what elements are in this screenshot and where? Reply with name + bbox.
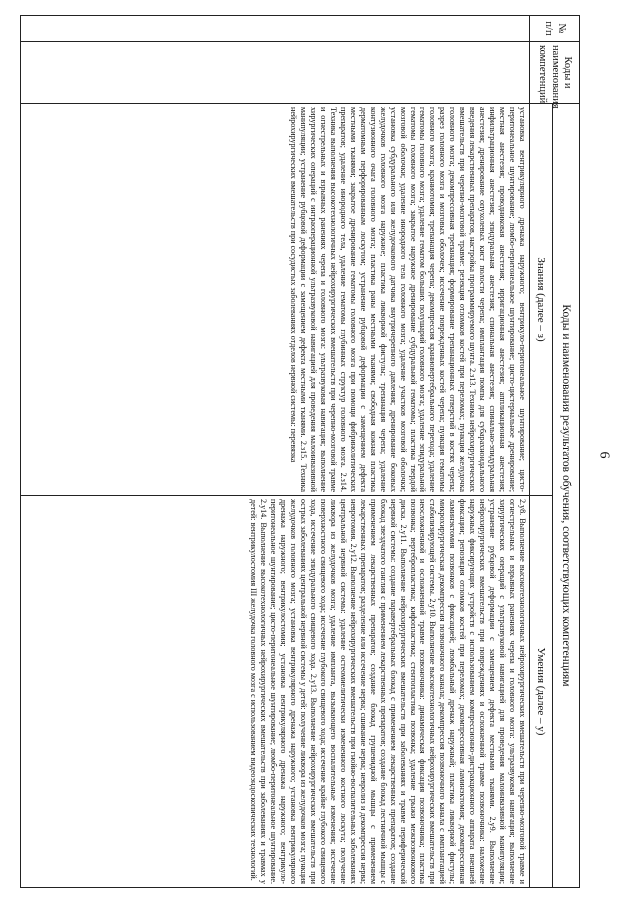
page-number: 6 xyxy=(596,451,612,459)
header-skills: Умения (далее – у) xyxy=(530,496,553,888)
knowledge-cell: установка вентрикулярного дренажа наружного; вентрикуло-перитонеальное шунтирование; цисто-перитонеальное шунтирование; люмбо-перитонеальное шунтирование; цисто-цистернальное дренирование; местная анестезия; проводниковая анестезия; ирригационная анестезия; аппликационная анестезия; инфильтрационная анестезия; эпидуральная анестезия; спинальная анестезия; спинально-эпидуральная анестезия; дренирование опухолевых кист полости черепа; имплантация помпы для субарахноидального введения лекарственных препаратов, настройка программируемого шунта. 2.з13. Техника нейрохирургических вмешательств при черепно-мозговой травме: резекция отломков костей при переломах; пункция желудочка головного мозга; декомпрессивная трепанация; формирование трепанационных отверстий в костях черепа; разрез головного мозга и мозговых оболочек; иссечение поврежденных костей черепа; пункция гематомы головного мозга; краниотомия; трепанация черепа; декомпрессия краниовертебрального перехода; удаление гематомы головного мозга; удаление гематом больших полушарий головного мозга; удаление эпидуральной гематомы головного мозга; закрытое наружное дренирование субдуральной гематомы; пластика твердой мозговой оболочки; удаление инородного тела головного мозга; удаление участков мозговой оболочки; установка субдурального или желудочкового датчика внутричерепного давления; дренирование боковых желудочков головного мозга наружное; пластика ликворной фистулы; трепанация черепа; удаление контузионного очага головного мозга; пластика раны местными тканями; свободная кожная пластика дерматомным перфорированным лоскутом; устранение рубцовой деформации с замещением дефекта местными тканями; закрытое дренирование гематомы головного мозга при помощи фибринолитических препаратов; удаление инородного тела, удаление гематомы глубинных структур головного мозга. 2.з14. Техника выполнения высокотехнологичных нейрохирургических вмешательств при черепно-мозговой травме и огнестрельных и взрывных ранениях черепа и головного мозга: ультразвуковая навигация; выполнение хирургических операций с интраоперационной ультразвуковой навигацией для проведения малоинвазивной манипуляции; устранение рубцовой деформации с замещением дефекта местными тканями. 2.з15. Техника нейрохирургических вмешательств при сосудистых заболеваниях отделов нервной системы: перевязка xyxy=(21,104,530,496)
header-codes: Коды и наименования компетенций xyxy=(530,42,580,104)
competency-table xyxy=(20,15,580,888)
skills-cell: 2.у8. Выполнение высокотехнологичных нейрохирургических вмешательств при черепно-мозговой травме и огнестрельных и взрывных ранениях черепа и головного мозга: ультразвуковая навигация; выполнение хирургических операций с ультразвуковой навигацией для проведения малоинвазивной манипуляции; устранение рубцовой деформации с замещением дефекта местными тканями. 2.у9. Выполнение нейрохирургических вмешательств при повреждениях и осложненной травме позвоночника: наложение наружных фиксирующих устройств с использованием компрессионно-дистракционного аппарата внешней фиксации; репозиция отломков костей при переломах; декомпрессивная ламинэктомия; декомпрессивная ламинэктомия позвонков с фиксацией; люмбальный дренаж наружный; пластика ликворной фистулы; микрохирургическая декомпрессия позвоночного канала; декомпрессия позвоночного канала с имплантацией стабилизирующей системы. 2.у10. Выполнение высокотехнологичных нейрохирургических вмешательств при неосложненной и осложненной травме позвоночника: динамическая фиксация позвоночника; пластика позвонка; вертебропластика; кифопластика; стентопластика позвонка; удаление грыжи межпозвонкового диска. 2.у11. Выполнение нейрохирургических вмешательств при заболеваниях и травме периферической нервной системы: создание паравертебральных блокад с применением лекарственных препаратов; создание блокад звездчатого ганглия с применением лекарственных препаратов; создание блокад лестничной мышцы с применением лекарственных препаратов; создание блокад грушевидной мышцы с применением лекарственных препаратов; разделение или иссечение нерва; сшивание нерва; невролиз и декомпрессия нерва; невротомия. 2.у12. Выполнение нейрохирургических вмешательств при гнойно-воспалительных заболеваниях центральной нервной системы: удаление остеомиелитически измененного костного лоскута; получение ликвора из желудочков мозга; удаление импланта, вызывающего воспалительные изменения; иссечение поверхностного свищевого хода; иссечение глубокого свищевого хода; иссечение крайне глубокого свищевого хода, иссечение эпидурального свищевого хода. 2.у13. Выполнение нейрохирургических вмешательств при острых заболеваниях центральной нервной системы у детей: получение ликвора из желудочков мозга; пункция желудочков головного мозга; установка вентрикулярного дренажа наружного; установка вентрикулярного дренажа наружного; вентрикулостомия; установка вентрикулярного дренажа наружного; вентрикуло-перитонеальное шунтирование; цисто-перитонеальное шунтирование; люмбо-перитонеальное шунтирование. 2.у14. Выполнение высокотехнологичных нейрохирургических вмешательств при заболеваниях и травмах у детей: вентрикулостомия III желудочка головного мозга с использованием видеоэндоскопических технологий. xyxy=(21,496,530,888)
rotated-sheet xyxy=(20,15,580,887)
header-num: № п/п xyxy=(530,16,580,42)
row-num-cell xyxy=(21,16,530,42)
header-knowledge: Знания (далее – з) xyxy=(530,104,553,496)
row-codes-cell xyxy=(21,42,530,104)
header-main: Коды и наименования результатов обучения, соответствующих компетенциям xyxy=(553,104,580,888)
